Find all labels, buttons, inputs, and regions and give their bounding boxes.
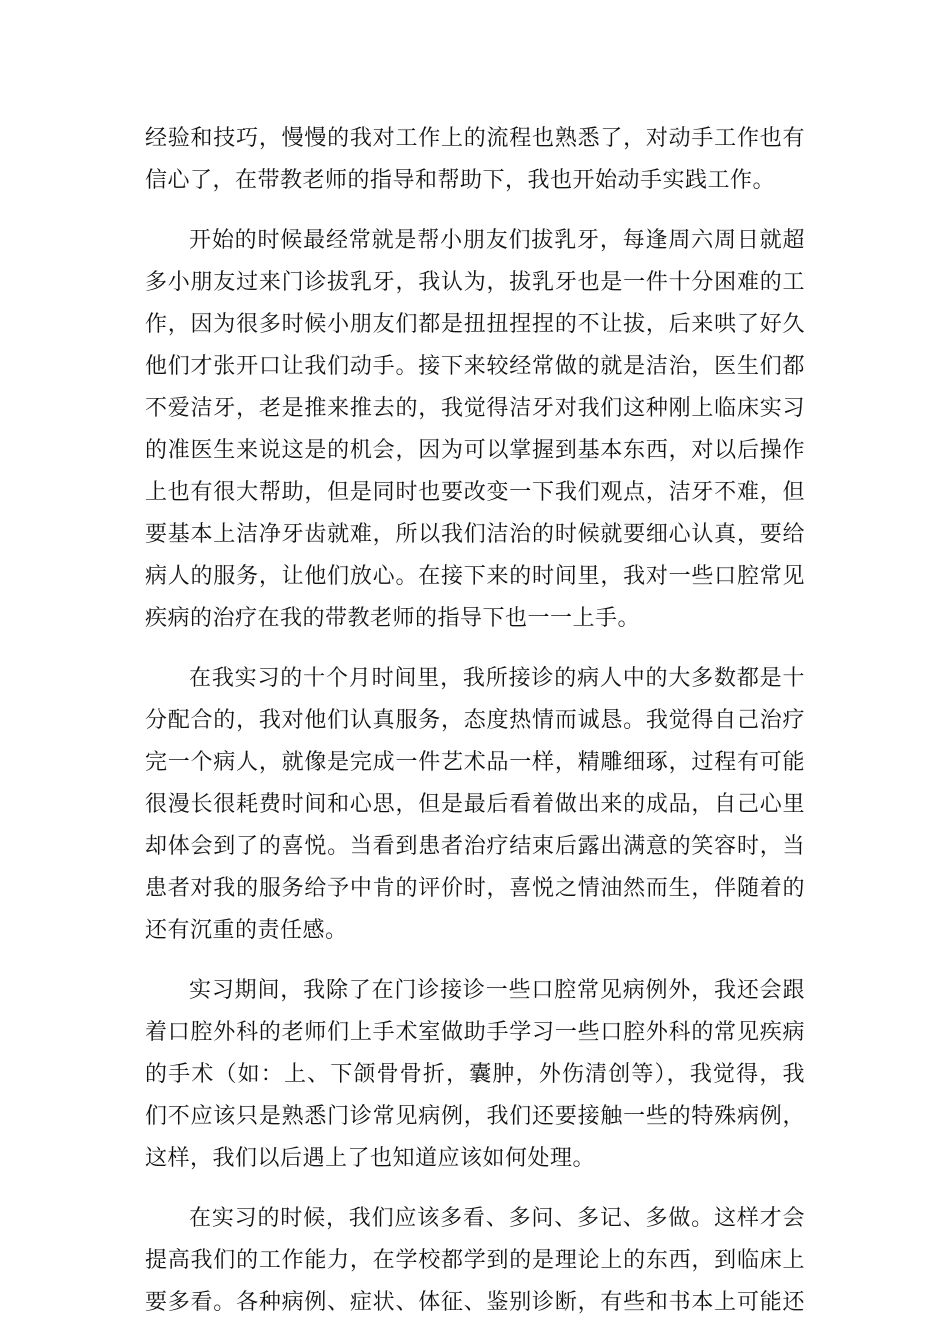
text-line: 要基本上洁净牙齿就难，所以我们洁治的时候就要细心认真，要给: [145, 522, 805, 547]
text-line: 信心了，在带教老师的指导和帮助下，我也开始动手实践工作。: [145, 168, 776, 193]
text-line: 病人的服务，让他们放心。在接下来的时间里，我对一些口腔常见: [145, 564, 805, 589]
paragraph-5: [145, 1198, 805, 1324]
paragraph-4: [145, 970, 805, 1180]
text-line: 着口腔外科的老师们上手术室做助手学习一些口腔外科的常见疾病: [145, 1020, 805, 1045]
text-line: 却体会到了的喜悦。当看到患者治疗结束后露出满意的笑容时，当: [145, 834, 805, 859]
text-line: 上也有很大帮助，但是同时也要改变一下我们观点，洁牙不难，但: [145, 480, 805, 505]
text-line: 这样，我们以后遇上了也知道应该如何处理。: [145, 1146, 596, 1171]
text-line: 的手术（如：上、下颌骨骨折，囊肿，外伤清创等），我觉得，我: [145, 1062, 805, 1087]
text-line: 提高我们的工作能力，在学校都学到的是理论上的东西，到临床上: [145, 1248, 805, 1273]
text-line: 的准医生来说这是的机会，因为可以掌握到基本东西，对以后操作: [145, 438, 805, 463]
text-line: 不爱洁牙，老是推来推去的，我觉得洁牙对我们这种刚上临床实习: [145, 396, 805, 421]
text-line: 多小朋友过来门诊拔乳牙，我认为，拔乳牙也是一件十分困难的工: [145, 270, 805, 295]
text-line: 在实习的时候，我们应该多看、多问、多记、多做。这样才会: [189, 1206, 805, 1231]
text-line: 他们才张开口让我们动手。接下来较经常做的就是洁治，医生们都: [145, 354, 805, 379]
text-line: 完一个病人，就像是完成一件艺术品一样，精雕细琢，过程有可能: [145, 750, 805, 775]
text-line: 经验和技巧，慢慢的我对工作上的流程也熟悉了，对动手工作也有: [145, 126, 805, 151]
text-line: 作，因为很多时候小朋友们都是扭扭捏捏的不让拔，后来哄了好久: [145, 312, 805, 337]
paragraph-3: [145, 658, 805, 952]
document-page: [145, 118, 805, 1342]
text-line: 分配合的，我对他们认真服务，态度热情而诚恳。我觉得自己治疗: [145, 708, 805, 733]
text-line: 患者对我的服务给予中肯的评价时，喜悦之情油然而生，伴随着的: [145, 876, 805, 901]
text-line: 在我实习的十个月时间里，我所接诊的病人中的大多数都是十: [189, 666, 805, 691]
text-line: 实习期间，我除了在门诊接诊一些口腔常见病例外，我还会跟: [189, 978, 805, 1003]
text-line: 们不应该只是熟悉门诊常见病例，我们还要接触一些的特殊病例，: [145, 1104, 805, 1129]
paragraph-1: [145, 118, 805, 202]
text-line: 要多看。各种病例、症状、体征、鉴别诊断，有些和书本上可能还: [145, 1290, 805, 1315]
text-line: 很漫长很耗费时间和心思，但是最后看着做出来的成品，自己心里: [145, 792, 805, 817]
text-line: 疾病的治疗在我的带教老师的指导下也一一上手。: [145, 606, 641, 631]
text-line: 开始的时候最经常就是帮小朋友们拔乳牙，每逢周六周日就超: [189, 228, 805, 253]
text-line: 还有沉重的责任感。: [145, 918, 348, 943]
paragraph-2: [145, 220, 805, 640]
